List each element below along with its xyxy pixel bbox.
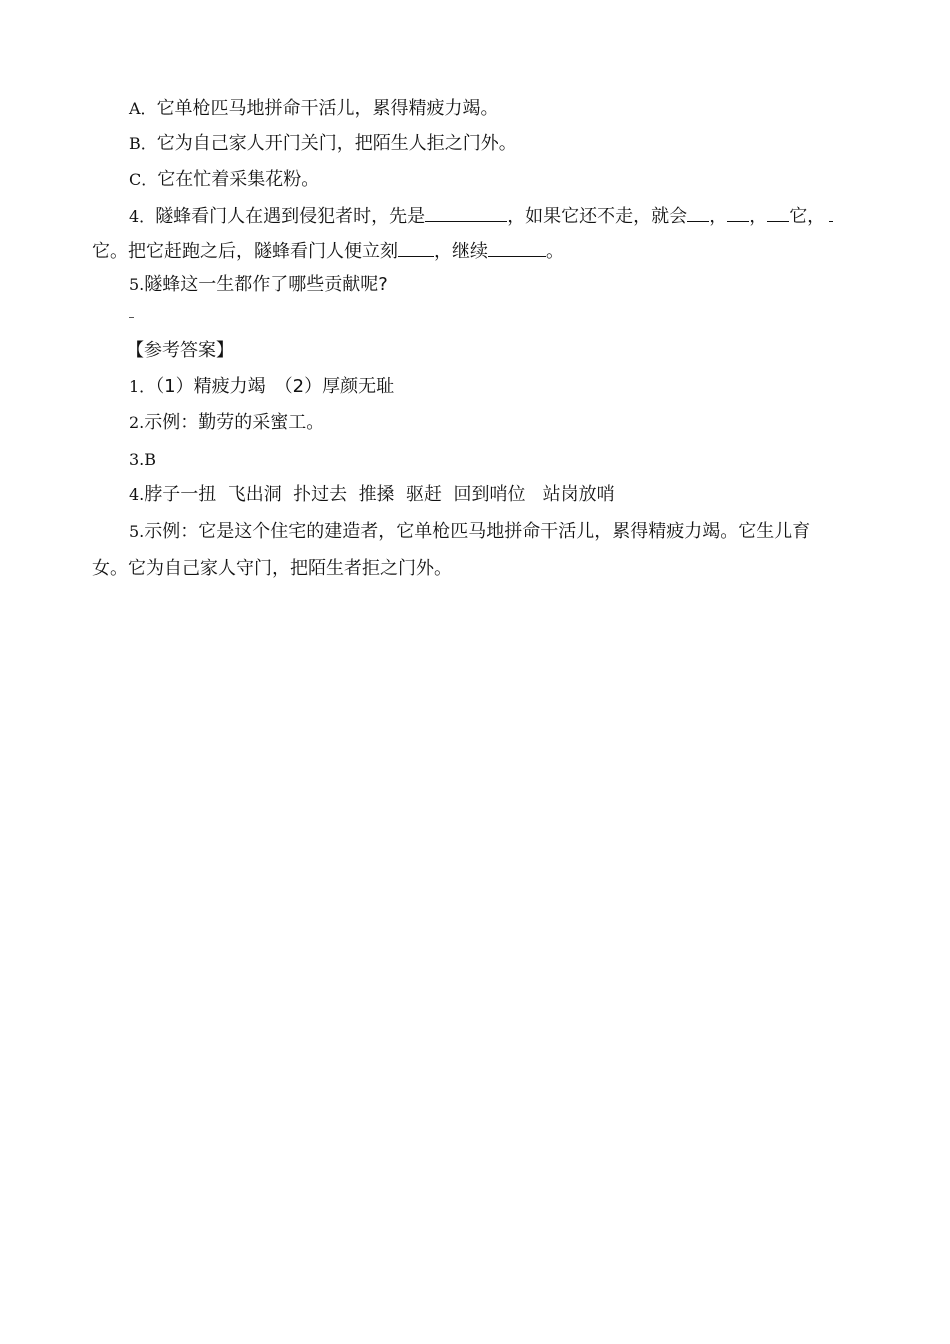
question-5-number: 5. (129, 275, 145, 294)
question-5 (92, 273, 899, 297)
answers-header: 【参考答案】 (126, 340, 234, 361)
answer-3: 3.B (129, 450, 157, 469)
answer-2-number: 2. (129, 413, 145, 432)
answer-1 (92, 375, 899, 399)
fill-blank (829, 203, 833, 222)
answer-1-text: （1）精疲力竭 （2）厚颜无耻 (155, 376, 395, 397)
question-4-text-4: ， (749, 206, 768, 227)
answer-1-number: 1． (129, 377, 156, 396)
question-4-text-3: ， (709, 206, 728, 227)
fill-blank (425, 203, 507, 222)
fill-blank (687, 203, 709, 222)
option-c-text: 它在忙着采集花粉。 (157, 169, 320, 190)
fill-blank (488, 238, 546, 257)
option-c (92, 168, 899, 192)
answer-4-number: 4. (129, 485, 145, 504)
fill-blank (727, 203, 749, 222)
answer-5-text-1: 示例：它是这个住宅的建造者，它单枪匹马地拼命干活儿，累得精疲力竭。它生儿育 (144, 521, 811, 542)
answer-4 (92, 483, 899, 507)
answer-4-text: 脖子一扭 飞出洞 扑过去 推搡 驱赶 回到哨位 站岗放哨 (144, 484, 615, 505)
question-4-text-8: 。 (546, 241, 564, 262)
question-4-text-5: 它， (789, 206, 826, 227)
answer-2-text: 示例：勤劳的采蜜工。 (144, 412, 325, 433)
fill-blank (767, 203, 789, 222)
question-4-text-2: ，如果它还不走，就会 (507, 206, 688, 227)
question-4-line-1 (92, 203, 899, 229)
question-4-number: 4． (129, 207, 156, 226)
option-a-label: A． (129, 99, 157, 118)
option-c-label: C． (129, 170, 158, 189)
option-b-text: 它为自己家人开门关门，把陌生人拒之门外。 (156, 133, 517, 154)
option-a-text: 它单枪匹马地拼命干活儿，累得精疲力竭。 (156, 98, 499, 119)
answer-2 (92, 411, 899, 435)
option-b-label: B． (129, 134, 157, 153)
question-4-line-2 (92, 238, 862, 264)
question-4-text-7: ，继续 (434, 241, 488, 262)
answer-5-line-2: 女。它为自己家人守门，把陌生者拒之门外。 (92, 558, 452, 579)
stray-mark (129, 317, 134, 318)
option-b (92, 132, 899, 156)
option-a (92, 97, 899, 121)
answer-5-line-1 (92, 520, 899, 544)
fill-blank (398, 238, 434, 257)
answer-5-number: 5. (129, 522, 145, 541)
question-4-text-1: 隧蜂看门人在遇到侵犯者时，先是 (155, 206, 426, 227)
question-4-text-6: 它。把它赶跑之后，隧蜂看门人便立刻 (92, 241, 398, 262)
question-5-text: 隧蜂这一生都作了哪些贡献呢? (144, 274, 388, 295)
